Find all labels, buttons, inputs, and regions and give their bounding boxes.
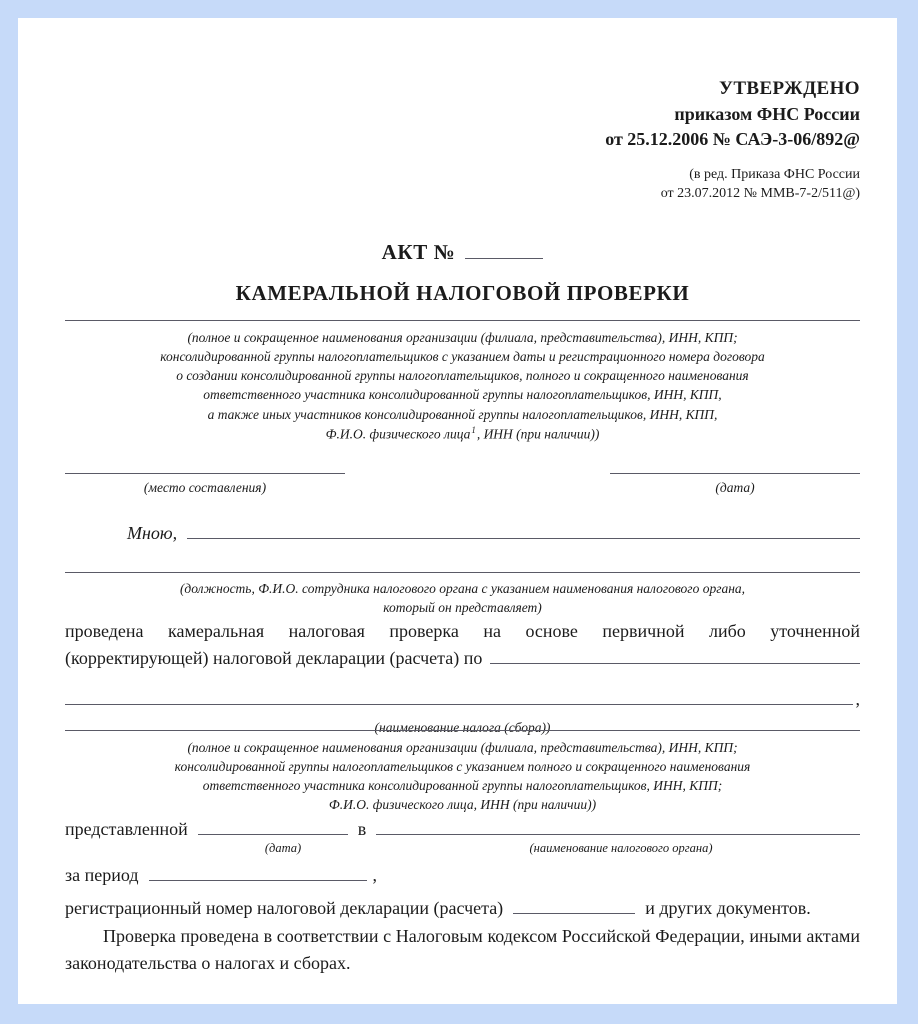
declaration-type-text: (корректирующей) налоговой декларации (расчета) по <box>65 648 483 668</box>
registration-number-label: регистрационный номер налоговой декларации (расчета) <box>65 897 504 918</box>
approval-header <box>440 76 860 204</box>
natural-person-suffix: , ИНН (при наличии)) <box>476 426 600 442</box>
place-field <box>65 473 345 497</box>
place-blank[interactable] <box>65 473 345 474</box>
date-caption: (дата) <box>715 480 755 495</box>
org1-caption-line-1: консолидированной группы налогоплательщиков с указанием даты и регистрационного номера договора <box>160 349 765 365</box>
inspection-line-3 <box>65 686 860 713</box>
amendment-line-1: (в ред. Приказа ФНС России <box>689 166 860 182</box>
registration-number-row <box>65 896 860 918</box>
other-documents-text: и других документов. <box>645 897 811 918</box>
organization-caption-2 <box>65 738 860 815</box>
org1-caption-line-2: о создании консолидированной группы налогоплательщиков, полного и сокращенного наименования <box>176 368 749 384</box>
submitted-date-blank[interactable] <box>198 818 348 835</box>
approval-title: УТВЕРЖДЕНО <box>719 78 860 99</box>
amendment-line-2: от 23.07.2012 № ММВ-7-2/511@) <box>660 186 860 202</box>
by-whom-block <box>65 523 860 617</box>
by-whom-caption <box>65 579 860 617</box>
approval-order-number: от 25.12.2006 № САЭ-3-06/892@ <box>605 129 860 150</box>
place-caption: (место составления) <box>143 480 267 495</box>
tax-name-blank-2[interactable] <box>65 688 853 705</box>
act-number-blank[interactable] <box>465 238 543 259</box>
approval-order-line: приказом ФНС России <box>674 103 860 124</box>
by-whom-caption-line-2: который он представляет) <box>383 600 542 616</box>
act-label: АКТ № <box>381 239 456 264</box>
tax-name-blank-1[interactable] <box>490 647 860 664</box>
org2-caption-line-1: консолидированной группы налогоплательщиков с указанием полного и сокращенного наименования <box>174 759 751 775</box>
by-whom-line <box>65 523 860 544</box>
org1-caption-line-4: а также иных участников консолидированной группы налогоплательщиков, ИНН, КПП, <box>207 406 718 422</box>
period-label: за период <box>65 865 139 886</box>
period-comma: , <box>372 865 377 886</box>
document-title <box>65 238 860 306</box>
row-spacer <box>345 473 610 497</box>
document-content <box>65 18 860 1004</box>
inspection-paragraph <box>65 618 860 737</box>
act-number-line <box>65 238 860 265</box>
tax-name-caption: (наименование налога (сбора)) <box>374 720 551 735</box>
org1-caption-line-0: (полное и сокращенное наименования организации (филиала, представительства), ИНН, КПП; <box>187 330 738 345</box>
date-field <box>610 473 860 497</box>
in-label: в <box>357 819 367 840</box>
period-blank[interactable] <box>149 864 367 881</box>
org2-caption-line-3: Ф.И.О. физического лица, ИНН (при наличии)) <box>328 797 597 813</box>
date-blank[interactable] <box>610 473 860 474</box>
submitted-row <box>65 818 860 840</box>
inspection-line-2 <box>65 645 860 672</box>
submitted-block <box>65 818 860 919</box>
tax-name-trailing-comma: , <box>855 689 860 709</box>
compliance-text: Проверка проведена в соответствии с Налоговым кодексом Российской Федерации, иными актами законодательства о налогах и сборах. <box>65 926 860 974</box>
org1-caption-line-5 <box>65 424 860 444</box>
period-row <box>65 864 860 886</box>
inspection-line-1: проведена камеральная налоговая проверка на основе первичной либо уточненной <box>65 621 860 641</box>
org2-caption-line-2: ответственного участника консолидированной группы налогоплательщиков, ИНН, КПП; <box>202 778 723 794</box>
by-whom-blank-2[interactable] <box>65 572 860 573</box>
submitted-captions-row <box>65 841 860 856</box>
document-subtitle: КАМЕРАЛЬНОЙ НАЛОГОВОЙ ПРОВЕРКИ <box>235 280 690 305</box>
tax-organ-caption: (наименование налогового органа) <box>529 841 713 856</box>
tax-organ-blank[interactable] <box>376 818 860 835</box>
submitted-label: представленной <box>65 819 188 840</box>
organization-name-blank-1[interactable] <box>65 320 860 321</box>
natural-person-prefix: Ф.И.О. физического лица <box>325 426 471 442</box>
footnote-marker: 1 <box>471 424 476 435</box>
by-whom-caption-line-1: (должность, Ф.И.О. сотрудника налогового органа с указанием наименования налогового органа, <box>179 581 746 596</box>
organization-block-1 <box>65 320 860 443</box>
submitted-date-caption: (дата) <box>264 841 302 856</box>
by-whom-blank-1[interactable] <box>187 524 860 539</box>
by-whom-label: Мною, <box>127 523 178 543</box>
registration-number-blank[interactable] <box>513 896 635 913</box>
organization-block-2 <box>65 730 860 815</box>
document-page <box>18 18 897 1004</box>
org2-caption-line-0: (полное и сокращенное наименования организации (филиала, представительства), ИНН, КПП; <box>187 740 738 755</box>
compliance-paragraph <box>65 923 860 978</box>
organization-caption-1 <box>65 328 860 443</box>
organization-name-blank-2[interactable] <box>65 730 860 731</box>
place-and-date-row <box>65 473 860 497</box>
org1-caption-line-3: ответственного участника консолидированной группы налогоплательщиков, ИНН, КПП, <box>203 387 722 403</box>
